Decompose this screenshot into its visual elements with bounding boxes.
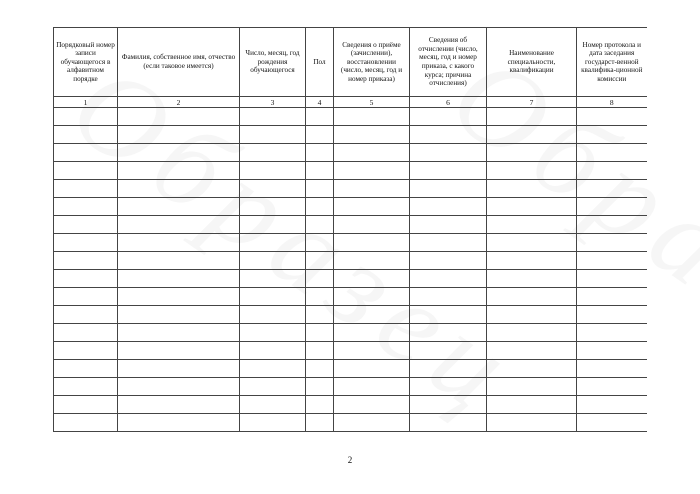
student-register-table <box>53 27 647 432</box>
table-cell <box>577 270 647 288</box>
table-cell <box>240 252 306 270</box>
column-number-6: 6 <box>410 97 487 108</box>
table-cell <box>54 288 118 306</box>
table-cell <box>118 342 240 360</box>
table-cell <box>577 144 647 162</box>
column-number-7: 7 <box>487 97 577 108</box>
table-cell <box>306 144 334 162</box>
table-cell <box>410 396 487 414</box>
table-cell <box>240 306 306 324</box>
table-cell <box>54 360 118 378</box>
table-row <box>54 252 647 270</box>
table-cell <box>577 396 647 414</box>
table-cell <box>487 306 577 324</box>
table-cell <box>306 414 334 432</box>
table-cell <box>118 252 240 270</box>
table-cell <box>334 396 410 414</box>
table-row <box>54 180 647 198</box>
table-cell <box>118 144 240 162</box>
table-cell <box>487 378 577 396</box>
table-cell <box>240 396 306 414</box>
table-cell <box>487 252 577 270</box>
table-row <box>54 306 647 324</box>
table-cell <box>118 324 240 342</box>
header-col-6: Сведения об отчислении (число, месяц, год и номер приказа, с какого курса; причина отчисления) <box>410 28 487 97</box>
table-row <box>54 414 647 432</box>
table-cell <box>118 378 240 396</box>
table-cell <box>487 270 577 288</box>
table-cell <box>410 252 487 270</box>
table-row <box>54 342 647 360</box>
table-cell <box>118 414 240 432</box>
table-cell <box>487 126 577 144</box>
table-cell <box>54 342 118 360</box>
column-number-4: 4 <box>306 97 334 108</box>
table-cell <box>334 108 410 126</box>
table-cell <box>334 360 410 378</box>
table-cell <box>334 198 410 216</box>
table-cell <box>577 306 647 324</box>
table-cell <box>334 378 410 396</box>
table-cell <box>306 324 334 342</box>
table-cell <box>410 378 487 396</box>
table-cell <box>410 414 487 432</box>
table-cell <box>54 396 118 414</box>
table-cell <box>487 360 577 378</box>
table-cell <box>306 270 334 288</box>
table-cell <box>334 162 410 180</box>
table-cell <box>334 144 410 162</box>
table-row <box>54 324 647 342</box>
table-row <box>54 270 647 288</box>
table-cell <box>240 108 306 126</box>
table-row <box>54 198 647 216</box>
table-cell <box>577 324 647 342</box>
table-cell <box>487 144 577 162</box>
table-cell <box>306 378 334 396</box>
table-cell <box>118 306 240 324</box>
table-cell <box>577 162 647 180</box>
table-cell <box>118 198 240 216</box>
table-cell <box>306 180 334 198</box>
table-cell <box>118 180 240 198</box>
table-cell <box>306 252 334 270</box>
table-cell <box>334 342 410 360</box>
table-cell <box>306 360 334 378</box>
table-cell <box>577 234 647 252</box>
table-cell <box>577 360 647 378</box>
table-cell <box>487 288 577 306</box>
table-cell <box>118 270 240 288</box>
table-cell <box>487 198 577 216</box>
table-row <box>54 396 647 414</box>
table-cell <box>334 324 410 342</box>
header-col-7: Наименование специальности, квалификации <box>487 28 577 97</box>
column-number-2: 2 <box>118 97 240 108</box>
table-row <box>54 288 647 306</box>
table-cell <box>306 162 334 180</box>
table-cell <box>577 378 647 396</box>
table-cell <box>334 270 410 288</box>
table-cell <box>334 306 410 324</box>
table-cell <box>240 180 306 198</box>
table-cell <box>410 234 487 252</box>
table-cell <box>334 234 410 252</box>
header-col-4: Пол <box>306 28 334 97</box>
table-cell <box>54 378 118 396</box>
table-cell <box>334 414 410 432</box>
table-cell <box>306 126 334 144</box>
table-cell <box>487 180 577 198</box>
table-cell <box>54 144 118 162</box>
table-row <box>54 108 647 126</box>
table-cell <box>487 324 577 342</box>
table-cell <box>487 216 577 234</box>
table-cell <box>410 288 487 306</box>
table-cell <box>410 342 487 360</box>
table-cell <box>577 126 647 144</box>
table-cell <box>54 108 118 126</box>
table-cell <box>54 306 118 324</box>
table-cell <box>54 198 118 216</box>
table-cell <box>306 342 334 360</box>
table-cell <box>306 288 334 306</box>
table-cell <box>54 126 118 144</box>
table-cell <box>240 270 306 288</box>
table-cell <box>240 234 306 252</box>
table-cell <box>410 270 487 288</box>
table-row <box>54 144 647 162</box>
table-cell <box>487 234 577 252</box>
table-cell <box>577 342 647 360</box>
column-number-5: 5 <box>334 97 410 108</box>
table-cell <box>118 216 240 234</box>
table-cell <box>577 414 647 432</box>
table-cell <box>306 216 334 234</box>
table-cell <box>334 180 410 198</box>
table-cell <box>54 414 118 432</box>
table-cell <box>334 252 410 270</box>
table-cell <box>240 216 306 234</box>
table-cell <box>240 126 306 144</box>
table-cell <box>334 288 410 306</box>
table-cell <box>306 108 334 126</box>
table-cell <box>410 198 487 216</box>
table-cell <box>410 360 487 378</box>
table-cell <box>240 342 306 360</box>
table-cell <box>577 108 647 126</box>
table-row <box>54 360 647 378</box>
table-cell <box>118 288 240 306</box>
header-col-3: Число, месяц, год рождения обучающегося <box>240 28 306 97</box>
table-cell <box>410 180 487 198</box>
table-row <box>54 378 647 396</box>
table-cell <box>410 162 487 180</box>
table-cell <box>577 252 647 270</box>
header-col-5: Сведения о приёме (зачислении), восстановлении (число, месяц, год и номер приказа) <box>334 28 410 97</box>
table-cell <box>54 324 118 342</box>
table-cell <box>54 216 118 234</box>
table-cell <box>118 126 240 144</box>
header-col-2: Фамилия, собственное имя, отчество (если таковое имеется) <box>118 28 240 97</box>
page-number: 2 <box>347 455 353 465</box>
table-cell <box>487 396 577 414</box>
table-cell <box>240 198 306 216</box>
column-number-1: 1 <box>54 97 118 108</box>
table-cell <box>240 144 306 162</box>
table-cell <box>54 252 118 270</box>
table-cell <box>410 324 487 342</box>
table-cell <box>410 144 487 162</box>
table-cell <box>410 108 487 126</box>
table-cell <box>577 198 647 216</box>
table-cell <box>306 306 334 324</box>
table-cell <box>118 396 240 414</box>
table-row <box>54 234 647 252</box>
table-cell <box>334 126 410 144</box>
table-cell <box>240 360 306 378</box>
table-cell <box>118 108 240 126</box>
header-row <box>54 28 647 97</box>
table-cell <box>118 234 240 252</box>
table-cell <box>577 180 647 198</box>
table-cell <box>240 324 306 342</box>
table-cell <box>487 162 577 180</box>
empty-rows <box>54 108 647 432</box>
table-cell <box>118 360 240 378</box>
table-cell <box>410 306 487 324</box>
column-number-3: 3 <box>240 97 306 108</box>
table-cell <box>410 126 487 144</box>
table-cell <box>487 342 577 360</box>
column-number-8: 8 <box>577 97 647 108</box>
table-cell <box>54 270 118 288</box>
table-cell <box>54 162 118 180</box>
table-cell <box>54 234 118 252</box>
table-cell <box>240 162 306 180</box>
table-cell <box>410 216 487 234</box>
table-row <box>54 162 647 180</box>
table-row <box>54 216 647 234</box>
table-cell <box>334 216 410 234</box>
column-number-row <box>54 97 647 108</box>
table-cell <box>306 234 334 252</box>
table-cell <box>577 216 647 234</box>
table-cell <box>240 288 306 306</box>
table-cell <box>487 414 577 432</box>
table-cell <box>54 180 118 198</box>
table-cell <box>240 414 306 432</box>
table-cell <box>118 162 240 180</box>
table-cell <box>306 198 334 216</box>
table-cell <box>240 378 306 396</box>
table-cell <box>487 108 577 126</box>
header-col-8: Номер протокола и дата заседания государст-венной квалифика-ционной комиссии <box>577 28 647 97</box>
table-cell <box>306 396 334 414</box>
header-col-1: Порядковый номер записи обучающегося в алфавитном порядке <box>54 28 118 97</box>
table-row <box>54 126 647 144</box>
table-cell <box>577 288 647 306</box>
